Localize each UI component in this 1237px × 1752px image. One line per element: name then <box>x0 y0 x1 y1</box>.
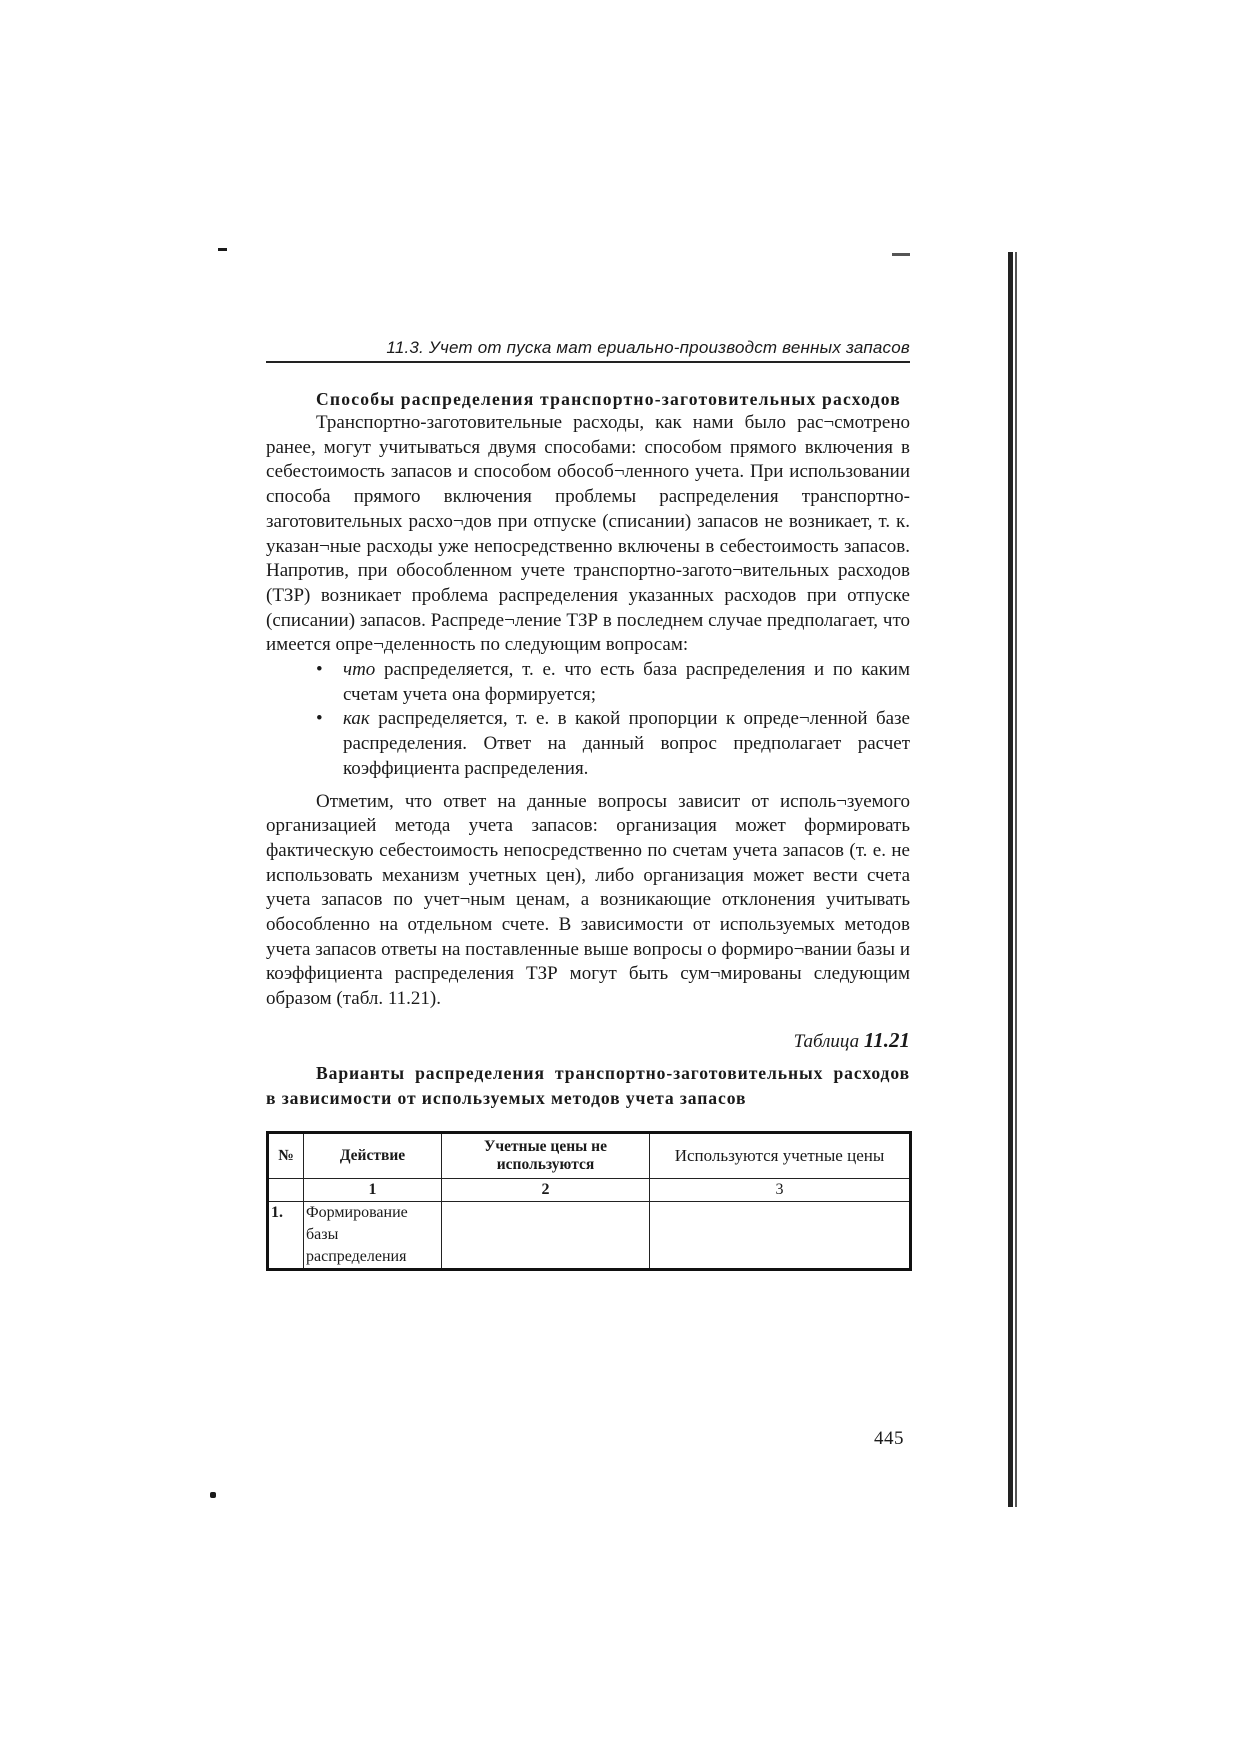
row-number: 1. <box>268 1201 304 1269</box>
bullet-marker: • <box>316 659 323 681</box>
column-number-2: 2 <box>442 1178 650 1201</box>
header-no-prices: Учетные цены не используются <box>442 1132 650 1178</box>
bullet-item-how <box>316 707 910 781</box>
bullet-text: распределяется, т. е. что есть база распределения и по каким счетам учета она формируется; <box>343 659 910 705</box>
scan-mark-bottom-left <box>210 1492 216 1498</box>
scan-edge-bar-secondary <box>1015 252 1017 1507</box>
paragraph-1: Транспортно-заготовительные расходы, как нами было рас¬смотрено ранее, могут учитываться двумя способами: способом прямого включения в себестоимость запасов и способом обособ¬ленного учета. При использовании способа прямого включения проблемы распределения транспортно-заготовительных расхо¬дов при отпуске (списании) запасов не возникает, т. к. указан¬ные расходы уже непосредственно включены в себестоимость запасов. Напротив, при обособленном учете транспортно-загото¬вительных расходов (ТЗР) возникает проблема распределения указанных расходов при отпуске (списании) запасов. Распреде¬ление ТЗР в последнем случае предполагает, что имеется опре¬деленность по следующим вопросам: <box>266 412 910 656</box>
bullet-marker: • <box>316 708 323 730</box>
column-number-1: 1 <box>304 1178 442 1201</box>
scan-mark-top-left <box>218 248 227 251</box>
variants-table <box>266 1131 912 1271</box>
table-caption <box>266 1028 910 1053</box>
row-action: Формирование базы распределения <box>304 1201 442 1269</box>
scan-edge-bar <box>1008 252 1013 1507</box>
row-with-prices <box>650 1201 911 1269</box>
table-caption-number: 11.21 <box>863 1027 910 1052</box>
page-number: 445 <box>874 1428 904 1449</box>
header-with-prices: Используются учетные цены <box>650 1132 911 1178</box>
paragraph-2: Отметим, что ответ на данные вопросы зависит от исполь¬зуемого организацией метода учета запасов: организация может формировать фактическую себестоимость непосредственно по счетам учета запасов (т. е. не использовать механизм учетных цен), либо организация может вести счета учета запасов по учет¬ным ценам, а возникающие отклонения учитывать обособленно на отдельном счете. В зависимости от используемых методов учета запасов ответы на поставленные выше вопросы о формиро¬вании базы и коэффициента распределения ТЗР могут быть сум¬мированы следующим образом (табл. 11.21). <box>266 790 910 1010</box>
scan-mark-top-right <box>892 253 910 256</box>
row-no-prices <box>442 1201 650 1269</box>
header-action: Действие <box>304 1132 442 1178</box>
table-caption-prefix: Таблица <box>793 1030 864 1052</box>
running-header: 11.3. Учет от пуска мат ериально-производст венных запасов <box>266 338 910 363</box>
section-heading: Способы распределения транспортно-заготовительных расходов <box>316 389 901 409</box>
book-page <box>266 338 910 1271</box>
column-number-3: 3 <box>650 1178 911 1201</box>
table-row <box>268 1201 911 1269</box>
bullet-lead-word: что <box>343 659 376 681</box>
bullet-list <box>266 658 910 782</box>
table-column-number-row <box>268 1178 911 1201</box>
header-number: № <box>268 1132 304 1178</box>
column-number-empty <box>268 1178 304 1201</box>
bullet-text: распределяется, т. е. в какой пропорции к опреде¬ленной базе распределения. Ответ на данный вопрос предполагает расчет коэффициента распределения. <box>343 708 910 779</box>
bullet-item-what <box>316 658 910 707</box>
table-header-row <box>268 1132 911 1178</box>
table-title: Варианты распределения транспортно-заготовительных расходов в зависимости от используемых методов учета запасов <box>266 1062 910 1108</box>
bullet-lead-word: как <box>343 708 370 730</box>
